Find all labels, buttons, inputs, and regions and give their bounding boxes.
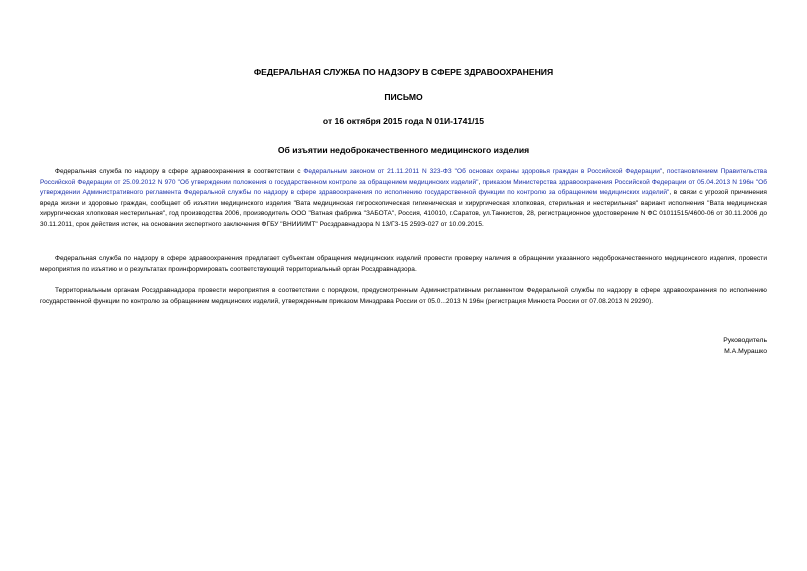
agency-title: ФЕДЕРАЛЬНАЯ СЛУЖБА ПО НАДЗОРУ В СФЕРЕ ЗДРАВООХРАНЕНИЯ bbox=[253, 67, 554, 77]
document-subject: Об изъятии недоброкачественного медицинского изделия bbox=[277, 145, 530, 155]
paragraph-main-text-1: Федеральная служба по надзору в сфере здравоохранения в соответствии с bbox=[55, 168, 304, 175]
document-type: ПИСЬМО bbox=[384, 92, 423, 102]
paragraph-main bbox=[40, 167, 767, 231]
paragraph-main-text-3: , bbox=[478, 178, 483, 186]
ministry-order-link[interactable]: приказом Министерства здравоохранения Российской Федерации от 05.04.2013 N 196н "Об утверждении Административного регламента Федеральной службы по надзору в сфере здравоохранения по исполнению государственной функции по контролю за обращением медицинских изделий" bbox=[40, 178, 767, 197]
document-date-number: от 16 октября 2015 года N 01И-1741/15 bbox=[322, 116, 485, 126]
signature-block bbox=[567, 335, 767, 357]
signature-title: Руководитель bbox=[723, 337, 767, 344]
federal-law-link[interactable]: Федеральным законом от 21.11.2011 N 323-ФЗ "Об основах охраны здоровья граждан в Российской Федерации" bbox=[303, 168, 663, 175]
government-decree-link[interactable]: постановлением Правительства Российской Федерации от 25.09.2012 N 970 "Об утверждении положения о государственном контроле за обращением медицинских изделий" bbox=[40, 168, 767, 186]
paragraph-inspection: Федеральная служба по надзору в сфере здравоохранения предлагает субъектам обращения медицинских изделий провести проверку наличия в обращении указанного недоброкачественного медицинского изделия, провести мероприятия по изъятию и о результатах проинформировать соответствующий территориальный орган Росздравнадзора. bbox=[40, 255, 767, 273]
paragraph-main-text-2: , bbox=[662, 168, 667, 175]
paragraph-main-text-4: , в связи с угрозой причинения вреда жизни и здоровью граждан, сообщает об изъятии медицинского изделия "Вата медицинская гигроскопическая гигиеническая и хирургическая хлопковая, стерильная и нестерильная" вариант исполнения "Вата медицинская хирургическая хлопковая нестерильная", год производства 2006, производитель ООО "Ватная фабрика "ЗАБОТА", Россия, 410010, г.Саратов, ул.Танкистов, 28, регистрационное удостоверение N ФС 01011515/4600-06 от 30.11.2006 до 30.11.2011, срок действия истек, на основании экспертного заключения ФГБУ "ВНИИИМТ" Росздравнадзора N 13/ГЗ-15 259Э-027 от 10.09.2015. bbox=[40, 189, 767, 228]
signature-name: М.А.Мурашко bbox=[724, 348, 767, 355]
paragraph-territorial: Территориальным органам Росздравнадзора провести мероприятия в соответствии с порядком, предусмотренным Административным регламентом Федеральной службы по надзору в сфере здравоохранения по исполнению государственной функции по контролю за обращением медицинских изделий, утвержденным приказом Минздрава России от 05.0...2013 N 196н (регистрация Минюста России от 07.08.2013 N 29290). bbox=[40, 287, 767, 305]
